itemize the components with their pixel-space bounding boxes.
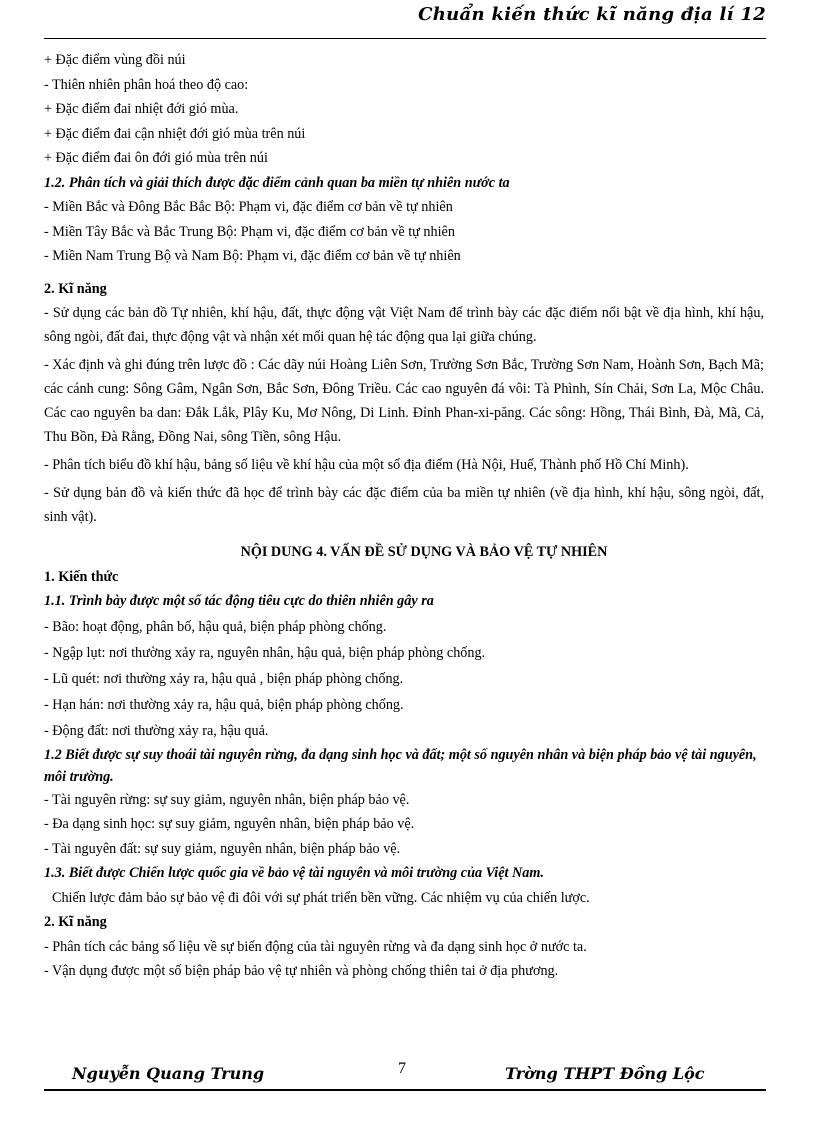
page-number: 7	[398, 1060, 406, 1077]
list-item: - Lũ quét: nơi thường xảy ra, hậu quả , biện pháp phòng chống.	[44, 670, 404, 687]
footer-school: Trờng THPT Đồng Lộc	[505, 1064, 705, 1083]
footer-rule	[44, 1089, 766, 1091]
list-item: - Ngập lụt: nơi thường xảy ra, nguyên nhân, hậu quả, biện pháp phòng chống.	[44, 644, 486, 661]
footer-author: Nguyễn Quang Trung	[72, 1064, 265, 1083]
bullet-line: - Thiên nhiên phân hoá theo độ cao:	[44, 76, 249, 93]
paragraph: Chiến lược đảm bảo sự bảo vệ đi đôi với sự phát triển bền vững. Các nhiệm vụ của chiến lược.	[52, 889, 590, 906]
bullet-line: + Đặc điểm đai cận nhiệt đới gió mùa trên núi	[44, 125, 306, 142]
content-4-title: NỘI DUNG 4. VẤN ĐỀ SỬ DỤNG VÀ BẢO VỆ TỰ NHIÊN	[240, 543, 608, 560]
list-item: - Tài nguyên rừng: sự suy giảm, nguyên nhân, biện pháp bảo vệ.	[44, 791, 410, 808]
section-heading-1-2: 1.2. Phân tích và giải thích được đặc điểm cảnh quan ba miền tự nhiên nước ta	[44, 174, 510, 191]
section-heading-1-2b: 1.2 Biết được sự suy thoái tài nguyên rừng, đa dạng sinh học và đất; một số nguyên nhân và biện pháp bảo vệ tài nguyên, môi trường.	[44, 746, 757, 785]
list-item: - Tài nguyên đất: sự suy giảm, nguyên nhân, biện pháp bảo vệ.	[44, 840, 401, 857]
list-item: - Miền Tây Bắc và Bắc Trung Bộ: Phạm vi, đặc điểm cơ bản về tự nhiên	[44, 223, 455, 240]
page-content	[44, 48, 764, 984]
list-item: - Phân tích các bảng số liệu về sự biến động của tài nguyên rừng và đa dạng sinh học ở nước ta.	[44, 938, 587, 955]
list-item: - Đa dạng sinh học: sự suy giảm, nguyên nhân, biện pháp bảo vệ.	[44, 816, 415, 832]
skills-heading-2: 2. Kĩ năng	[44, 914, 107, 930]
list-item: - Miền Bắc và Đông Bắc Bắc Bộ: Phạm vi, đặc điểm cơ bản về tự nhiên	[44, 199, 453, 215]
bullet-line: + Đặc điểm vùng đồi núi	[44, 52, 186, 68]
list-item: - Bão: hoạt động, phân bố, hậu quả, biện pháp phòng chống.	[44, 618, 387, 635]
knowledge-heading: 1. Kiến thức	[44, 568, 119, 585]
list-item: - Động đất: nơi thường xảy ra, hậu quả.	[44, 722, 269, 739]
paragraph: - Xác định và ghi đúng trên lược đồ : Các dãy núi Hoàng Liên Sơn, Trường Sơn Bắc, Trường Sơn Nam, Hoành Sơn, Bạch Mã; các cánh cung: Sông Gâm, Ngân Sơn, Bắc Sơn, Đông Triều. Các cao nguyên đá vôi: Tà Phình, Sín Chải, Sơn La, Mộc Châu. Các cao nguyên ba dan: Đắk Lắk, Plây Ku, Mơ Nông, Di Linh. Đỉnh Phan-xi-păng. Các sông: Hồng, Thái Bình, Đà, Mã, Cả, Thu Bồn, Đà Rằng, Đồng Nai, sông Tiền, sông Hậu.	[44, 356, 764, 445]
paragraph: - Sử dụng bản đồ và kiến thức đã học để trình bày các đặc điểm của ba miền tự nhiên (về địa hình, khí hậu, sông ngòi, đất, sinh vật).	[44, 484, 764, 525]
paragraph: - Phân tích biểu đồ khí hậu, bảng số liệu về khí hậu của một số địa điểm (Hà Nội, Huế, Thành phố Hồ Chí Minh).	[44, 456, 689, 473]
section-heading-1-1: 1.1. Trình bày được một số tác động tiêu cực do thiên nhiên gây ra	[44, 593, 434, 609]
header-rule	[44, 38, 766, 39]
bullet-line: + Đặc điểm đai ôn đới gió mùa trên núi	[44, 150, 268, 166]
bullet-line: + Đặc điểm đai nhiệt đới gió mùa.	[44, 101, 239, 117]
list-item: - Vận dụng được một số biện pháp bảo vệ tự nhiên và phòng chống thiên tai ở địa phương.	[44, 963, 559, 979]
list-item: - Hạn hán: nơi thường xảy ra, hậu quả, biện pháp phòng chống.	[44, 696, 404, 713]
page-header-title: Chuẩn kiến thức kĩ năng địa lí 12	[418, 4, 766, 25]
skills-heading: 2. Kĩ năng	[44, 280, 107, 297]
paragraph: - Sử dụng các bản đồ Tự nhiên, khí hậu, đất, thực động vật Việt Nam để trình bày các đặc điểm nổi bật về địa hình, khí hậu, sông ngòi, đất đai, thực động vật và nhận xét mối quan hệ tác động qua lại giữa chúng.	[44, 304, 764, 345]
list-item: - Miền Nam Trung Bộ và Nam Bộ: Phạm vi, đặc điểm cơ bản về tự nhiên	[44, 248, 461, 264]
section-heading-1-3: 1.3. Biết được Chiến lược quốc gia về bảo vệ tài nguyên và môi trường của Việt Nam.	[44, 865, 544, 881]
